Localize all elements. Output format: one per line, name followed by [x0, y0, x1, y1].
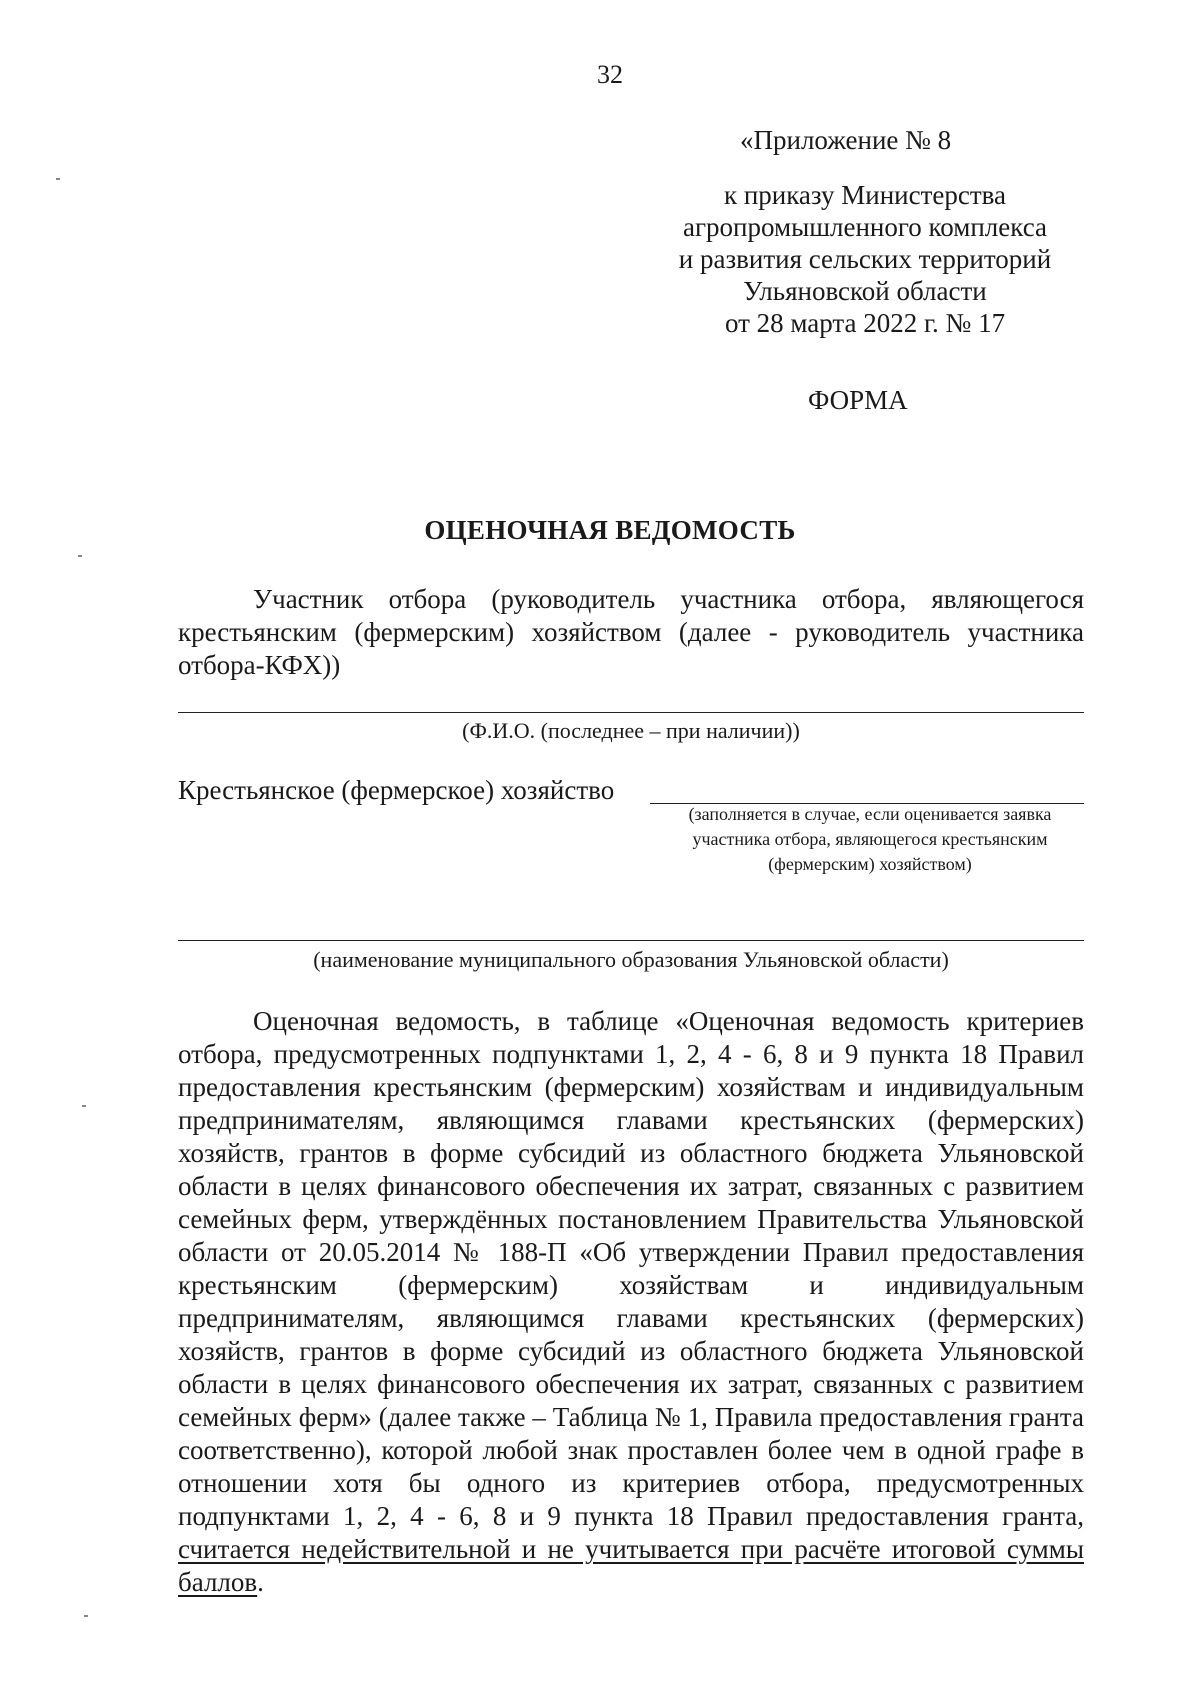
scan-mark [56, 178, 60, 180]
farm-label: Крестьянское (фермерское) хозяйство [178, 775, 615, 805]
page-number: 32 [597, 60, 623, 89]
fio-caption: (Ф.И.О. (последнее – при наличии)) [462, 718, 800, 743]
scan-mark [78, 555, 82, 557]
appendix-line: и развития сельских территорий [678, 244, 1052, 274]
farm-note: (заполняется в случае, если оценивается заявка участника отбора, являющегося крестьянским (фермерским) хозяйством) [688, 804, 1052, 874]
main-paragraph-underlined: считается недействительной и не учитывается при расчёте итоговой суммы баллов [178, 1534, 1084, 1597]
municipality-caption: (наименование муниципального образования Ульяновской области) [313, 947, 949, 972]
appendix-title: «Приложение № 8 [740, 125, 952, 155]
appendix-line: Ульяновской области [743, 276, 987, 306]
main-paragraph [178, 1005, 1084, 1599]
appendix-line: агропромышленного комплекса [683, 212, 1047, 242]
fio-field-line [178, 712, 1084, 713]
appendix-line: к приказу Министерства [723, 180, 1007, 210]
appendix-line: от 28 марта 2022 г. № 17 [724, 308, 1006, 338]
main-paragraph-text: Оценочная ведомость, в таблице «Оценочная ведомость критериев отбора, предусмотренных подпунктами 1, 2, 4 - 6, 8 и 9 пункта 18 Правил предоставления крестьянским (фермерским) хозяйствам и индивидуальным предпринимателям, являющимся главами крестьянских (фермерских) хозяйств, грантов в форме субсидий из областного бюджета Ульяновской области в целях финансового обеспечения их затрат, связанных с развитием семейных ферм, утверждённых постановлением Правительства Ульяновской области от 20.05.2014 № 188-П «Об утверждении Правил предоставления крестьянским (фермерским) хозяйствам и индивидуальным предпринимателям, являющимся главами крестьянских (фермерских) хозяйств, грантов в форме субсидий из областного бюджета Ульяновской области в целях финансового обеспечения их затрат, связанных с развитием семейных ферм» (далее также – Таблица № 1, Правила предоставления гранта соответственно), которой любой знак проставлен более чем в одной графе в отношении хотя бы одного из критериев отбора, предусмотренных подпунктами 1, 2, 4 - 6, 8 и 9 пункта 18 Правил предоставления гранта, [178, 1006, 1084, 1531]
scan-mark [84, 1615, 88, 1617]
form-label: ФОРМА [808, 385, 908, 415]
scan-mark [82, 1105, 86, 1107]
main-paragraph-end: . [257, 1567, 264, 1597]
participant-text: Участник отбора (руководитель участника отбора, являющегося крестьянским (фермерским) хозяйством (далее - руководитель участника отбора-КФХ)) [178, 584, 1084, 680]
municipality-field-line [178, 940, 1084, 941]
document-title: ОЦЕНОЧНАЯ ВЕДОМОСТЬ [424, 515, 796, 545]
